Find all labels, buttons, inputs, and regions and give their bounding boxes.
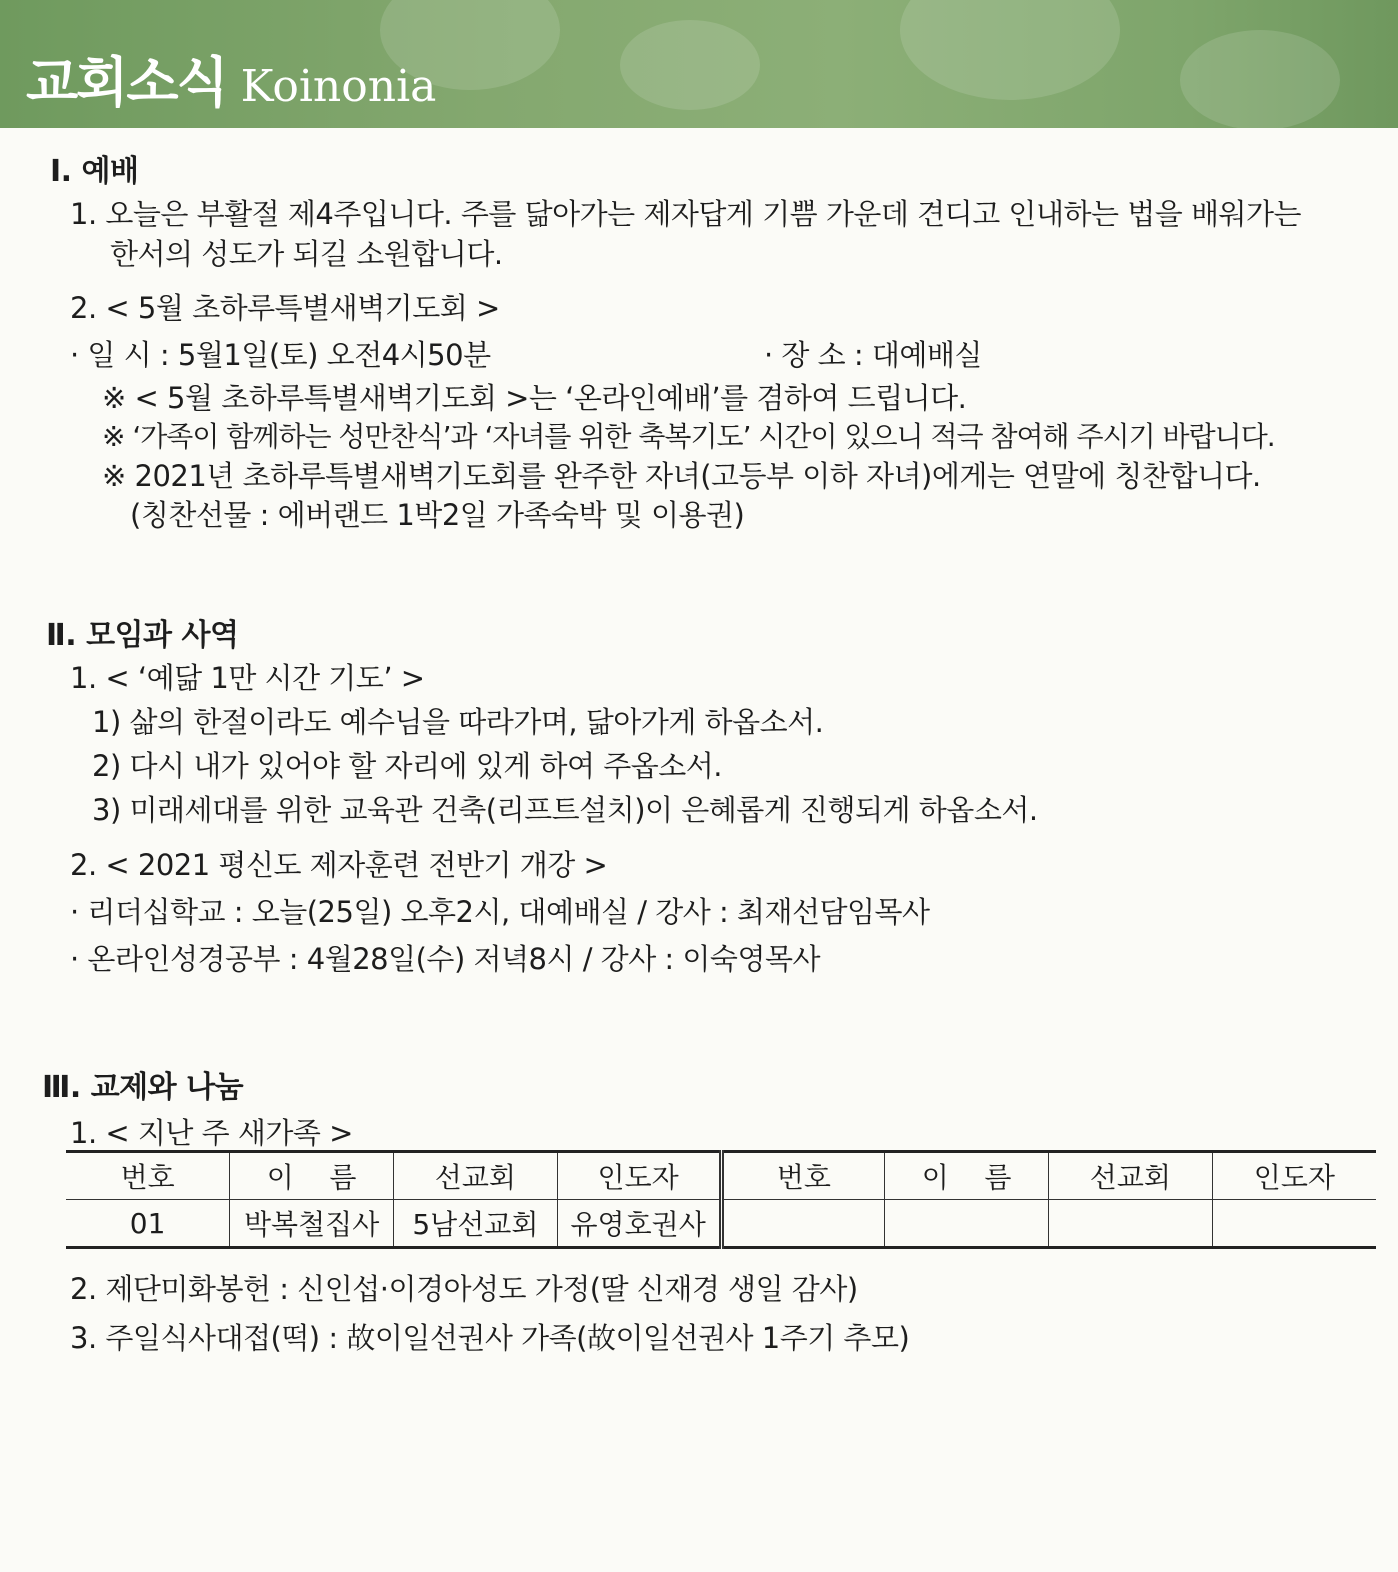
worship-item2-place: · 장 소 : 대예배실 xyxy=(764,338,982,372)
worship-note1: ※ < 5월 초하루특별새벽기도회 >는 ‘온라인예배’를 겸하여 드립니다. xyxy=(102,381,967,415)
column-header: 선교회 xyxy=(394,1152,558,1200)
table-cell: 유영호권사 xyxy=(557,1200,721,1248)
worship-item2-time: · 일 시 : 5월1일(토) 오전4시50분 xyxy=(70,338,491,372)
table-cell xyxy=(1049,1200,1213,1248)
column-header: 이 름 xyxy=(885,1152,1049,1200)
column-header: 인도자 xyxy=(557,1152,721,1200)
fellowship-item1-title: 1. < 지난 주 새가족 > xyxy=(70,1116,353,1150)
column-header: 인도자 xyxy=(1212,1152,1376,1200)
header-banner xyxy=(0,0,1398,128)
section-worship-heading: Ⅰ. 예배 xyxy=(50,154,139,189)
table-cell: 01 xyxy=(66,1200,230,1248)
title-english: Koinonia xyxy=(240,61,437,112)
new-family-table xyxy=(66,1150,1376,1249)
ministry-item1-title: 1. < ‘예닮 1만 시간 기도’ > xyxy=(70,661,425,695)
table-header-row xyxy=(66,1152,1376,1200)
column-header: 선교회 xyxy=(1049,1152,1213,1200)
page-title xyxy=(26,40,436,117)
ministry-prayer2: 2) 다시 내가 있어야 할 자리에 있게 하여 주옵소서. xyxy=(92,749,722,783)
worship-note2: ※ ‘가족이 함께하는 성만찬식’과 ‘자녀를 위한 축복기도’ 시간이 있으니 적극 참여해 주시기 바랍니다. xyxy=(102,420,1275,453)
worship-note3-sub: (칭찬선물 : 에버랜드 1박2일 가족숙박 및 이용권) xyxy=(130,498,745,532)
table-cell: 5남선교회 xyxy=(394,1200,558,1248)
worship-item2-title: 2. < 5월 초하루특별새벽기도회 > xyxy=(70,291,500,325)
column-header: 이 름 xyxy=(230,1152,394,1200)
column-header: 번호 xyxy=(721,1152,885,1200)
ministry-item2-title: 2. < 2021 평신도 제자훈련 전반기 개강 > xyxy=(70,848,608,882)
table-row xyxy=(66,1200,1376,1248)
table-cell xyxy=(721,1200,885,1248)
table-cell: 박복철집사 xyxy=(230,1200,394,1248)
fellowship-item3: 3. 주일식사대접(떡) : 故이일선권사 가족(故이일선권사 1주기 추모) xyxy=(70,1321,910,1355)
ministry-prayer3: 3) 미래세대를 위한 교육관 건축(리프트설치)이 은혜롭게 진행되게 하옵소서. xyxy=(92,793,1038,827)
section-ministry-heading: Ⅱ. 모임과 사역 xyxy=(46,618,239,653)
worship-item1-line1: 1. 오늘은 부활절 제4주입니다. 주를 닮아가는 제자답게 기쁨 가운데 견디고 인내하는 법을 배워가는 xyxy=(70,197,1302,231)
fellowship-item2: 2. 제단미화봉헌 : 신인섭·이경아성도 가정(딸 신재경 생일 감사) xyxy=(70,1272,858,1306)
ministry-item2-line2: · 온라인성경공부 : 4월28일(수) 저녁8시 / 강사 : 이숙영목사 xyxy=(70,942,820,976)
ministry-item2-line1: · 리더십학교 : 오늘(25일) 오후2시, 대예배실 / 강사 : 최재선담임목사 xyxy=(70,895,930,929)
title-korean: 교회소식 xyxy=(26,51,227,114)
column-header: 번호 xyxy=(66,1152,230,1200)
table-cell xyxy=(1212,1200,1376,1248)
worship-item1-line2: 한서의 성도가 되길 소원합니다. xyxy=(110,237,503,271)
table-cell xyxy=(885,1200,1049,1248)
section-fellowship-heading: Ⅲ. 교제와 나눔 xyxy=(42,1070,244,1105)
ministry-prayer1: 1) 삶의 한절이라도 예수님을 따라가며, 닮아가게 하옵소서. xyxy=(92,705,824,739)
worship-note3: ※ 2021년 초하루특별새벽기도회를 완주한 자녀(고등부 이하 자녀)에게는 연말에 칭찬합니다. xyxy=(102,459,1261,493)
